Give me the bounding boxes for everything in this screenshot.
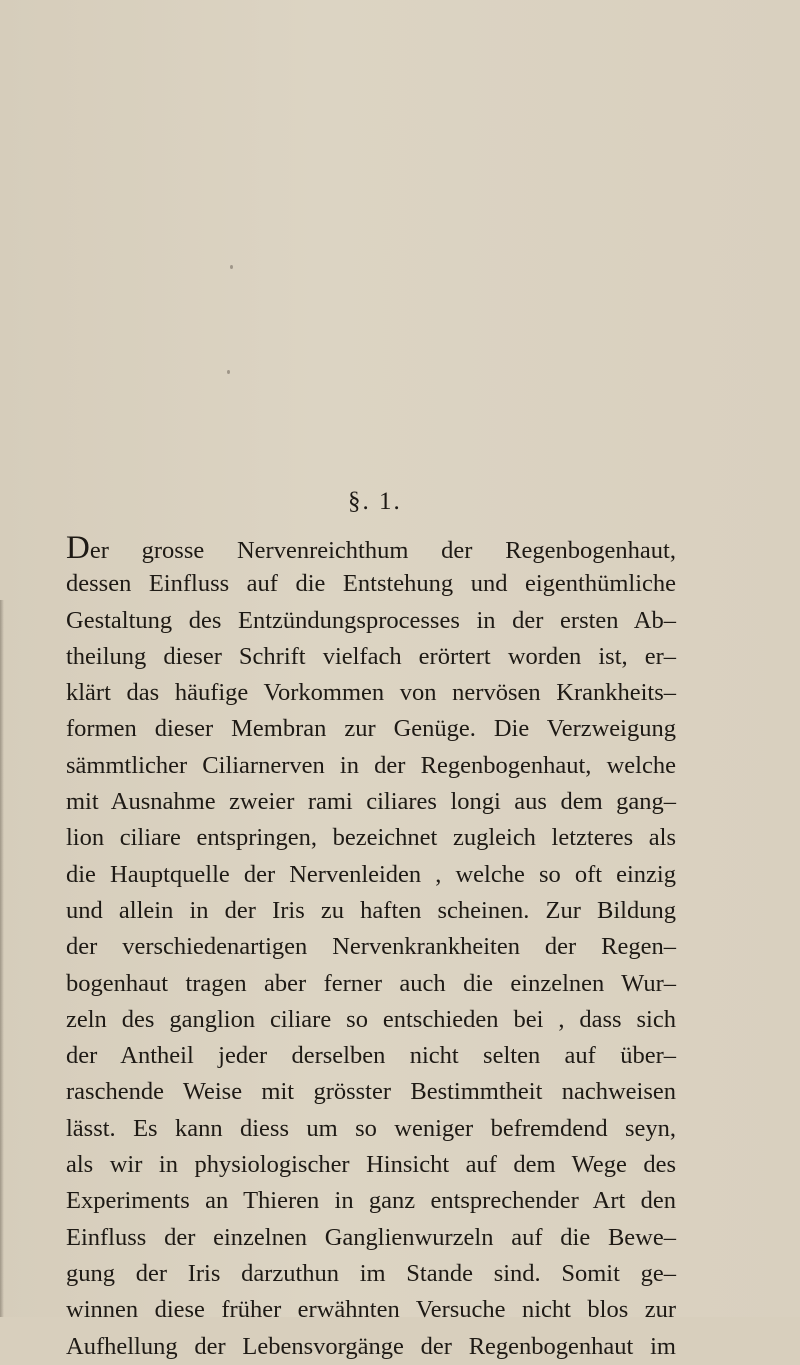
text-line-22: winnen diese früher erwähnten Versuche nicht blos zur: [66, 1296, 676, 1324]
text-line-21: gung der Iris darzuthun im Stande sind. Somit ge–: [66, 1259, 676, 1287]
text-line-10: die Hauptquelle der Nervenleiden , welche so oft einzig: [66, 860, 676, 888]
text-line-13: bogenhaut tragen aber ferner auch die einzelnen Wur–: [66, 969, 676, 997]
text-line-11: und allein in der Iris zu haften scheinen. Zur Bildung: [66, 896, 676, 924]
paper-speck: [227, 370, 230, 374]
text-line-16: raschende Weise mit grösster Bestimmtheit nachweisen: [66, 1078, 676, 1106]
body-paragraph: [66, 530, 676, 1365]
text-line-7: sämmtlicher Ciliarnerven in der Regenbogenhaut, welche: [66, 751, 676, 779]
text-line-1: Der grosse Nervenreichthum der Regenbogenhaut,: [66, 530, 676, 566]
text-line-4: theilung dieser Schrift vielfach erörtert worden ist, er–: [66, 642, 676, 670]
paper-speck: [230, 265, 233, 269]
text-line-12: der verschiedenartigen Nervenkrankheiten der Regen–: [66, 933, 676, 961]
text-line-14: zeln des ganglion ciliare so entschieden bei , dass sich: [66, 1005, 676, 1033]
page-edge-shadow: [0, 600, 4, 1317]
text-line-23: Aufhellung der Lebensvorgänge der Regenbogenhaut im: [66, 1332, 676, 1360]
drop-initial: D: [66, 530, 90, 566]
section-heading: §. 1.: [348, 488, 402, 515]
text-line-18: als wir in physiologischer Hinsicht auf dem Wege des: [66, 1151, 676, 1179]
text-line-9: lion ciliare entspringen, bezeichnet zugleich letzteres als: [66, 824, 676, 852]
text-line-6: formen dieser Membran zur Genüge. Die Verzweigung: [66, 715, 676, 743]
text-line-5: klärt das häufige Vorkommen von nervösen Krankheits–: [66, 679, 676, 707]
text-line-8: mit Ausnahme zweier rami ciliares longi aus dem gang–: [66, 788, 676, 816]
text-line-15: der Antheil jeder derselben nicht selten auf über–: [66, 1042, 676, 1070]
text-line-17: lässt. Es kann diess um so weniger befremdend seyn,: [66, 1114, 676, 1142]
text-line-2: dessen Einfluss auf die Entstehung und eigenthümliche: [66, 570, 676, 598]
text-line-19: Experiments an Thieren in ganz entsprechender Art den: [66, 1187, 676, 1215]
text-line-20: Einfluss der einzelnen Ganglienwurzeln auf die Bewe–: [66, 1223, 676, 1251]
text-line-3: Gestaltung des Entzündungsprocesses in der ersten Ab–: [66, 606, 676, 634]
